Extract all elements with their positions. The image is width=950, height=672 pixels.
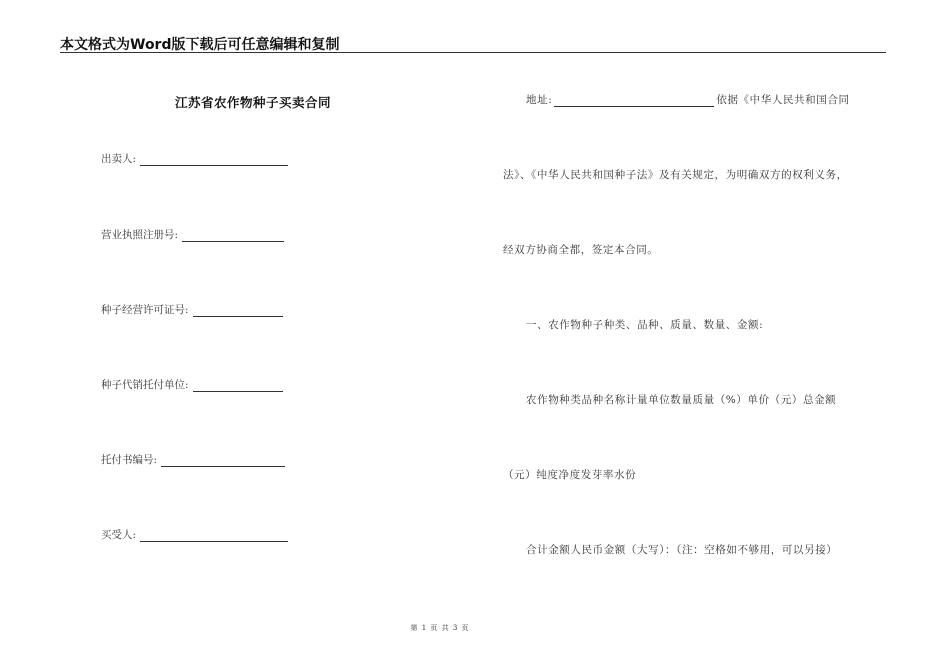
header-divider: [60, 52, 886, 53]
field-label: 托付书编号:: [101, 454, 158, 466]
table-header-line: （元）纯度净度发芽率水份: [503, 469, 637, 481]
field-label: 种子经营许可证号:: [101, 304, 189, 316]
seed-license-field: [101, 303, 283, 317]
field-label: 买受人:: [101, 529, 137, 541]
blank-line[interactable]: [193, 379, 283, 392]
blank-line[interactable]: [193, 304, 283, 317]
buyer-field: [101, 528, 288, 542]
table-header-line: 农作物种类品种名称计量单位数量质量（%）单价（元）总金额: [526, 394, 837, 406]
document-header: 本文格式为Word版下载后可任意编辑和复制: [60, 37, 340, 53]
blank-line[interactable]: [140, 529, 288, 542]
address-label: 地址:: [526, 94, 553, 106]
blank-line[interactable]: [161, 454, 285, 467]
paragraph-line: 经双方协商全都，签定本合同。: [503, 244, 659, 256]
address-line: [526, 92, 850, 107]
field-label: 营业执照注册号:: [101, 229, 179, 241]
commission-number-field: [101, 453, 285, 467]
blank-line[interactable]: [554, 95, 714, 107]
blank-line[interactable]: [182, 229, 284, 242]
business-license-field: [101, 228, 284, 242]
field-label: 种子代销托付单位:: [101, 379, 189, 391]
section-heading: 一、农作物种子种类、品种、质量、数量、金额:: [526, 319, 764, 331]
blank-line[interactable]: [140, 153, 288, 166]
paragraph-line: 法》、《中华人民共和国种子法》及有关规定，为明确双方的权利义务，: [503, 169, 848, 181]
page-footer: 第 1 页 共 3 页: [410, 624, 470, 632]
seller-field: [101, 152, 288, 166]
total-amount-line: 合计金额人民币金额（大写）：（注：空格如不够用，可以另接）: [526, 544, 838, 556]
field-label: 出卖人:: [101, 153, 137, 165]
contract-title: 江苏省农作物种子买卖合同: [175, 95, 332, 110]
address-tail: 依据《中华人民共和国合同: [716, 94, 850, 106]
agent-unit-field: [101, 378, 283, 392]
